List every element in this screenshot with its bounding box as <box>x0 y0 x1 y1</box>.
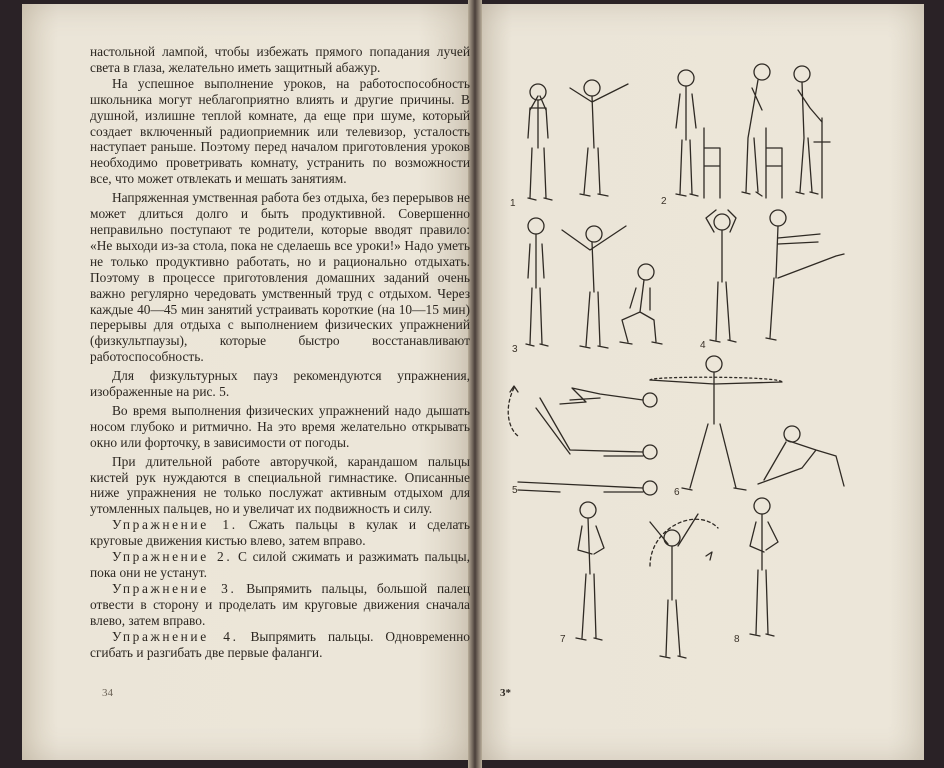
paragraph: Для физкультурных пауз рекомендуются упражнения, изображенные на рис. 5. <box>90 368 470 400</box>
signature-mark: 3* <box>500 687 511 699</box>
paragraph: На успешное выполнение уроков, на работоспособность школьника могут неблагоприятно влиять и другие причины. В душной, излишне теплой комнате, да еще при шуме, который создает включенный радиоприемник или телевизор, усталость наступает раньше. Поэтому перед началом приготовления уроков необходимо проветривать комнату, устранить по возможности все, что может отвлекать и мешать занятиям. <box>90 75 470 187</box>
exercise-paragraph <box>90 629 470 661</box>
exercise-label: Упражнение 4. <box>112 628 239 644</box>
paragraph: Напряженная умственная работа без отдыха, без перерывов не может длиться долго и быть продуктивной. Совершенно неправильно поступают те родители, которые вводят правило: «Не выходи из-за стола, пока не сделаешь все уроки!» Надо уметь не только продуктивно работать, но и рационально отдыхать. Поэтому в процессе приготовления домашних заданий очень важно регулярно чередовать умственный труд с отдыхом. Через каждые 40—45 мин занятий устраивать короткие (на 10—15 мин) перерывы для отдыха с выполнением физических упражнений (физкультпаузы), которые быстро восстанавливают работоспособность. <box>90 190 470 365</box>
figure-8-illustration <box>750 498 778 636</box>
figure-6-illustration <box>650 356 844 490</box>
figure-1-illustration <box>528 80 628 200</box>
exercise-label: Упражнение 2. <box>112 549 233 565</box>
paragraph: При длительной работе авторучкой, карандашом пальцы кистей рук нуждаются в специальной гимнастике. Описанные ниже упражнения не только послужат активным отдыхом для утомленных пальцев, но и увеличат их подвижность и силу. <box>90 453 470 517</box>
exercise-text: Выпрямить пальцы, большой палец отвести в сторону и проделать им круговые движения сначала влево, затем вправо. <box>90 580 470 628</box>
paragraph: Во время выполнения физических упражнений надо дышать носом глубоко и ритмично. На это время желательно открывать окно или форточку, в зависимости от погоды. <box>90 402 470 450</box>
figure-7-illustration <box>576 502 718 658</box>
exercise-paragraph <box>90 581 470 629</box>
figure-4-illustration <box>706 210 844 342</box>
figure-number: 3 <box>512 344 518 355</box>
paragraph: настольной лампой, чтобы избежать прямого попадания лучей света в глаза, желательно иметь защитный абажур. <box>90 44 470 75</box>
figure-2-illustration <box>676 64 830 198</box>
figure-5-illustration <box>508 386 657 495</box>
exercise-label: Упражнение 3. <box>112 580 237 596</box>
exercise-text: Выпрямить пальцы. Одновременно сгибать и разгибать две первые фаланги. <box>90 628 470 660</box>
figure-number: 5 <box>512 485 518 496</box>
exercise-text: Сжать пальцы в кулак и сделать круговые движения кистью влево, затем вправо. <box>90 517 471 549</box>
figure-number: 1 <box>510 198 516 209</box>
exercise-label: Упражнение 1. <box>112 517 238 533</box>
figure-number: 6 <box>674 487 680 498</box>
figure-number: 8 <box>734 634 740 645</box>
exercise-illustrations <box>500 58 860 678</box>
exercise-paragraph <box>90 549 470 581</box>
exercise-paragraph <box>90 517 470 549</box>
figure-number: 4 <box>700 340 706 351</box>
figure-number: 7 <box>560 634 566 645</box>
page-number: 34 <box>102 687 113 699</box>
exercise-text: С силой сжимать и разжимать пальцы, пока они не устанут. <box>90 549 470 580</box>
left-page-text <box>90 44 470 660</box>
figure-number: 2 <box>661 196 667 207</box>
book-spine <box>468 0 482 768</box>
figure-3-illustration <box>526 218 662 348</box>
